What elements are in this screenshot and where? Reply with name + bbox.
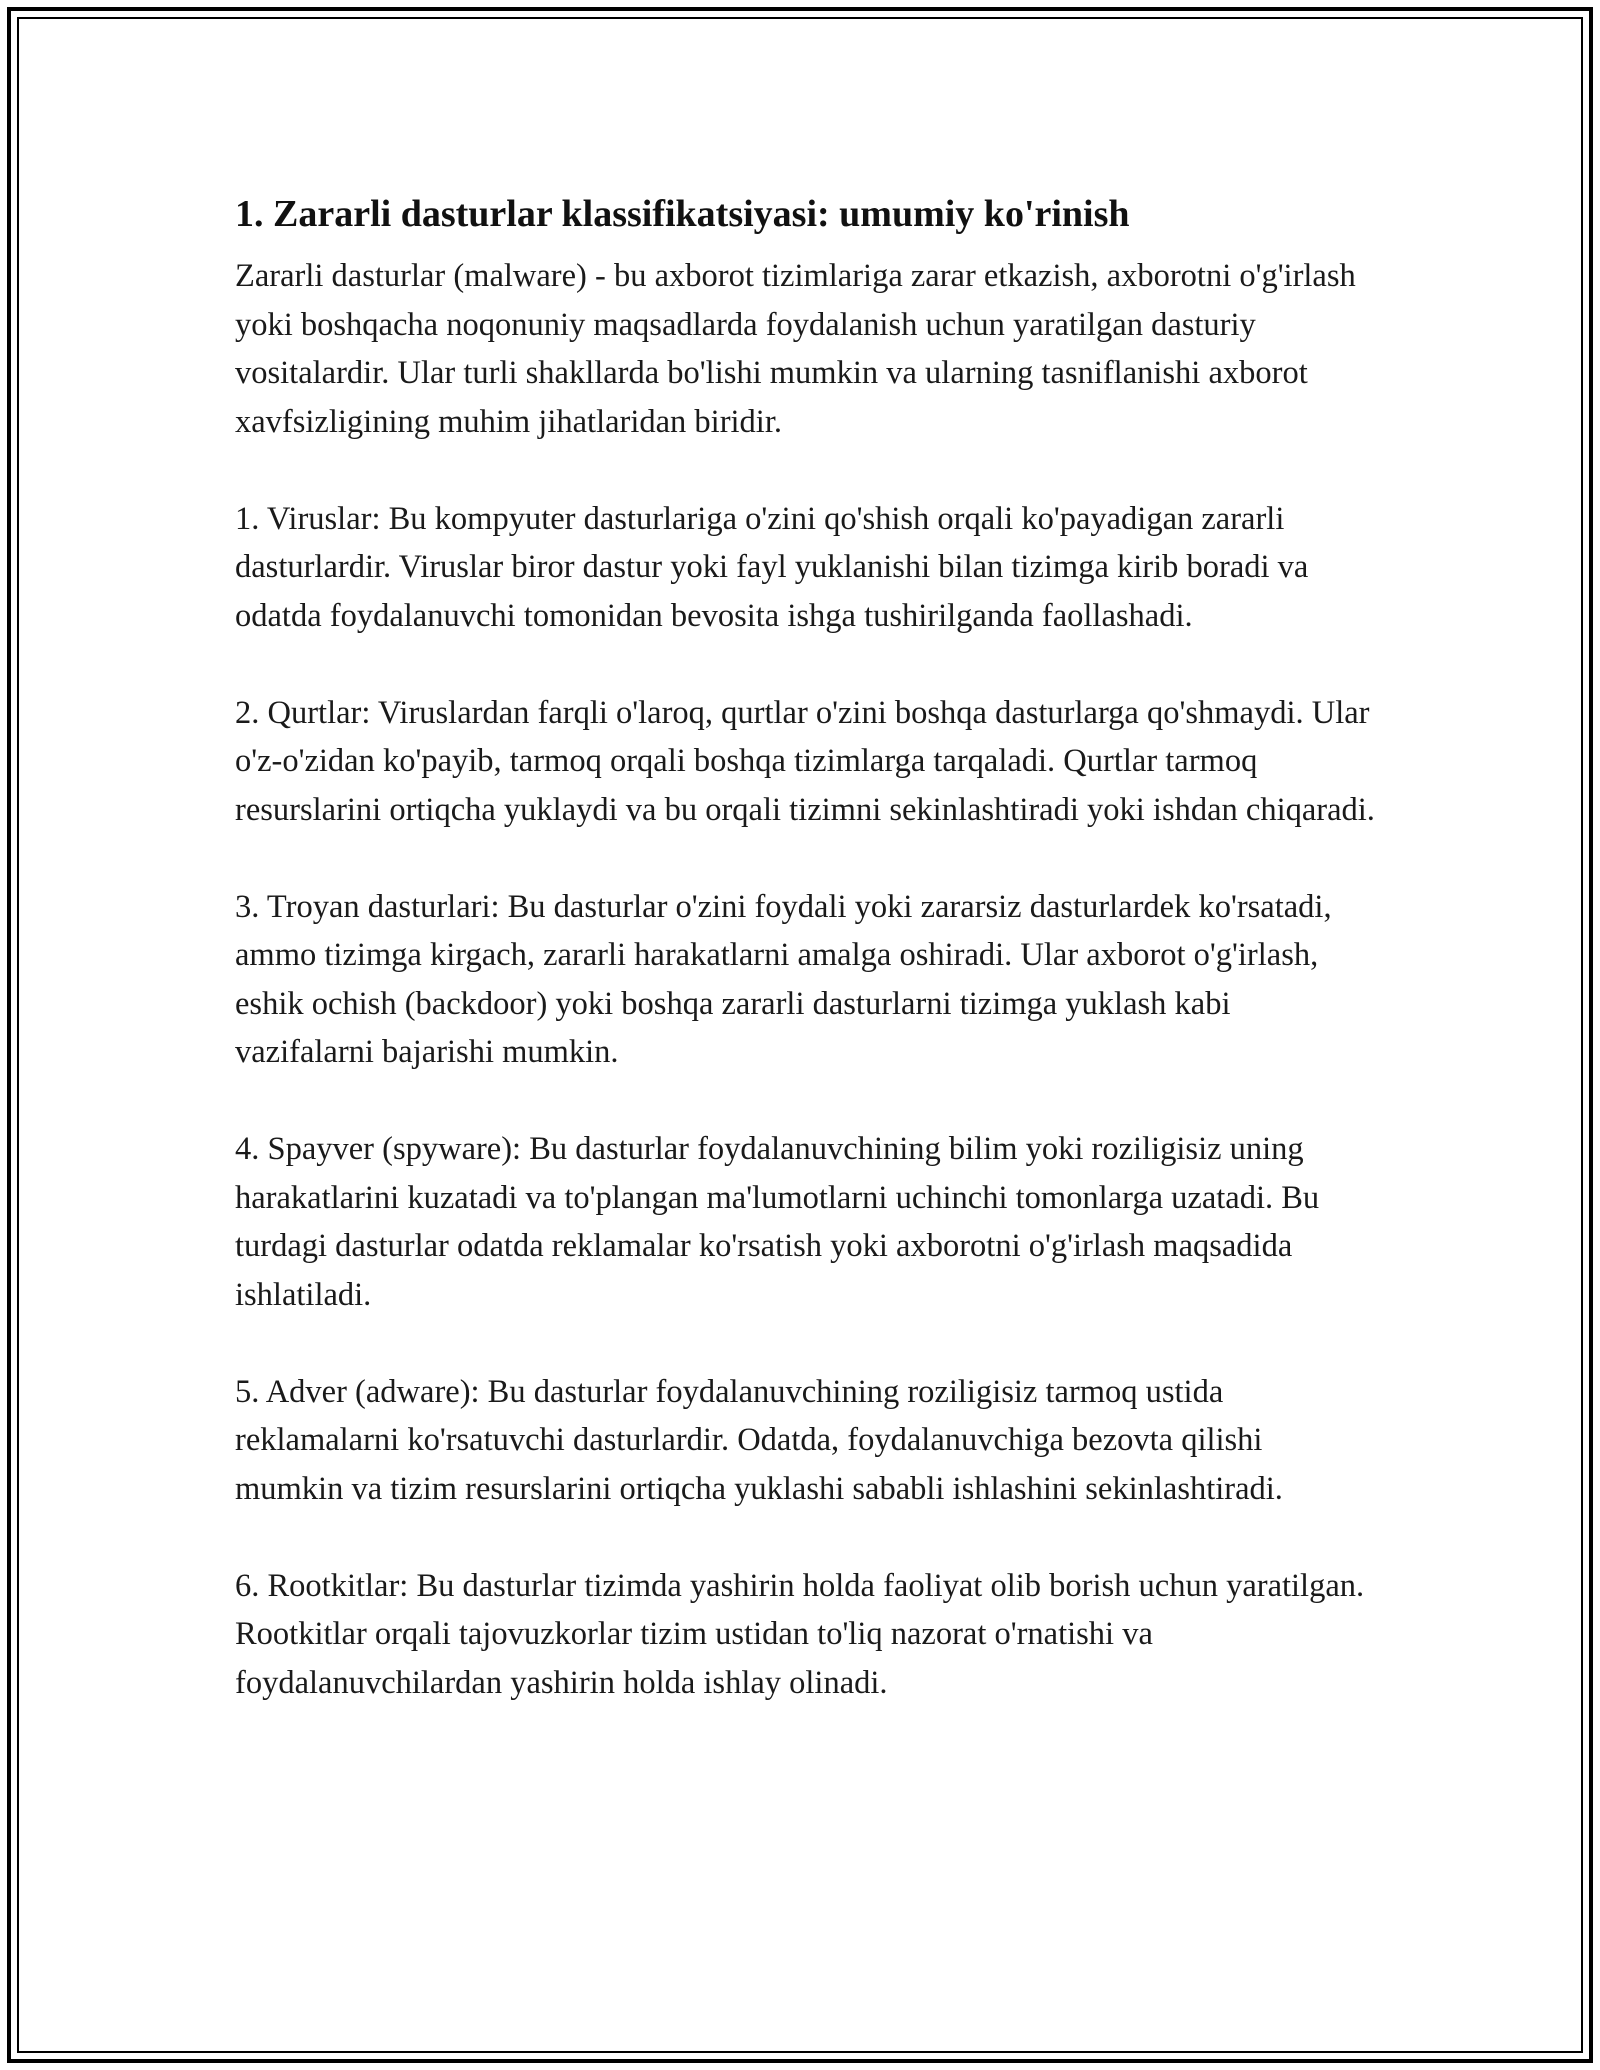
section-spyware: 4. Spayver (spyware): Bu dasturlar foydalanuvchining bilim yoki roziligisiz uning harakatlarini kuzatadi va to'plangan ma'lumotlarni uchinchi tomonlarga uzatadi. Bu turdagi dasturlar odatda reklamalar ko'rsatish yoki axborotni o'g'irlash maqsadida ishlatiladi. bbox=[235, 1131, 1320, 1313]
section-viruses: 1. Viruslar: Bu kompyuter dasturlariga o'zini qo'shish orqali ko'payadigan zararli dasturlardir. Viruslar biror dastur yoki fayl yuklanishi bilan tizimga kirib boradi va odatda foydalanuvchi tomonidan bevosita ishga tushirilganda faollashadi. bbox=[235, 500, 1309, 634]
section-worms: 2. Qurtlar: Viruslardan farqli o'laroq, qurtlar o'zini boshqa dasturlarga qo'shmaydi. Ular o'z-o'zidan ko'payib, tarmoq orqali boshqa tizimlarga tarqaladi. Qurtlar tarmoq resurslarini ortiqcha yuklaydi va bu orqali tizimni sekinlashtiradi yoki ishdan chiqaradi. bbox=[235, 694, 1375, 828]
intro-paragraph: Zararli dasturlar (malware) - bu axborot tizimlariga zarar etkazish, axborotni o'g'irlash yoki boshqacha noqonuniy maqsadlarda foydalanish uchun yaratilgan dasturiy vositalardir. Ular turli shakllarda bo'lishi mumkin va ularning tasniflanishi axborot xavfsizligining muhim jihatlaridan biridir. bbox=[235, 258, 1356, 440]
section-adware: 5. Adver (adware): Bu dasturlar foydalanuvchining roziligisiz tarmoq ustida reklamalarni ko'rsatuvchi dasturlardir. Odatda, foydalanuvchiga bezovta qilishi mumkin va tizim resurslarini ortiqcha yuklashi sababli ishlashini sekinlashtiradi. bbox=[235, 1373, 1283, 1507]
document-body bbox=[235, 188, 1375, 1707]
section-trojans: 3. Troyan dasturlari: Bu dasturlar o'zini foydali yoki zararsiz dasturlardek ko'rsatadi, ammo tizimga kirgach, zararli harakatlarni amalga oshiradi. Ular axborot o'g'irlash, eshik ochish (backdoor) yoki boshqa zararli dasturlarni tizimga yuklash kabi vazifalarni bajarishi mumkin. bbox=[235, 888, 1332, 1070]
document-title: 1. Zararli dasturlar klassifikatsiyasi: umumiy ko'rinish bbox=[235, 193, 1130, 235]
section-rootkits: 6. Rootkitlar: Bu dasturlar tizimda yashirin holda faoliyat olib borish uchun yaratilgan. Rootkitlar orqali tajovuzkorlar tizim ustidan to'liq nazorat o'rnatishi va foydalanuvchilardan yashirin holda ishlay olinadi. bbox=[235, 1567, 1365, 1701]
